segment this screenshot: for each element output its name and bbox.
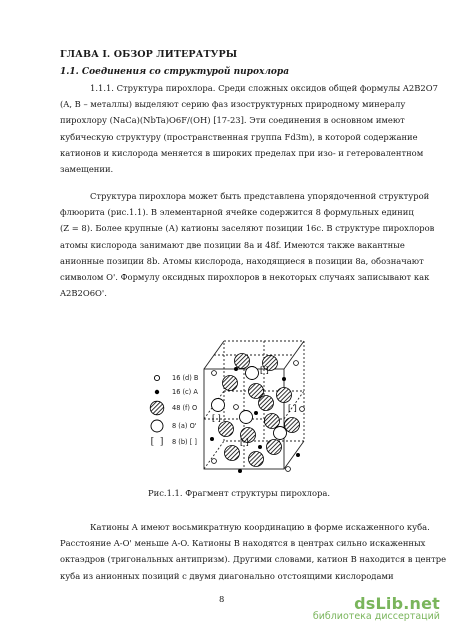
paragraph-2 [60,188,435,301]
svg-text:[ ]: [ ] [260,366,269,375]
brackets-icon: [ ] [150,437,164,447]
paragraph-2-line: Структура пирохлора может быть представлена упорядоченной структурой [90,191,430,201]
legend-item [148,385,198,399]
open-small-circle-icon [148,373,166,383]
paragraph-3 [60,519,447,584]
paragraph-3-line: Расстояние A-O' меньше A-O. Катионы B находятся в центрах сильно искаженных [60,538,426,549]
paragraph-1-line: (A, B – металлы) выделяют серию фаз изоструктурных природному минералу [60,99,406,110]
watermark[interactable] [313,594,440,622]
paragraph-2-line: (Z = 8). Более крупные (А) катионы заселяют позиции 16c. В структуре пирохлоров [60,223,435,234]
chapter-heading: ГЛАВА I. ОБЗОР ЛИТЕРАТУРЫ [60,49,238,60]
figure-legend [148,371,198,449]
paragraph-2-line: атомы кислорода занимают две позиции 8a и 48f. Имеются также вакантные [60,239,405,250]
large-open-circle-icon [148,418,166,434]
paragraph-1-line: катионов и кислорода меняется в широких пределах при изо- и гетеровалентном [60,147,424,158]
filled-small-circle-icon [148,387,166,397]
section-heading: 1.1. Соединения со структурой пирохлора [60,67,290,77]
figure-caption: Рис.1.1. Фрагмент структуры пирохлора. [148,488,331,498]
paragraph-1-line: кубическую структуру (пространственная группа Fd3m), в которой содержание [60,131,418,142]
paragraph-1-line: замещении. [60,164,114,175]
legend-label: 48 (f) O [172,404,198,412]
paragraph-1 [60,80,438,177]
watermark-subtitle: библиотека диссертаций [312,611,440,622]
paragraph-2-line: флюорита (рис.1.1). В элементарной ячейке содержится 8 формульных единиц [60,207,414,218]
paragraph-3-line: октаэдров (тригональных антипризм). Другими словами, катион B находится в центре [60,554,447,565]
hatched-circle-icon [148,400,166,416]
paragraph-2-line: анионные позиции 8b. Атомы кислорода, находящиеся в позиции 8a, обозначают [60,255,424,266]
legend-item [148,417,198,435]
legend-label: 8 (b) [ ] [172,438,197,446]
legend-item [148,399,198,417]
paragraph-1-line: пирохлору (NaCa)(NbTa)O6F/(OH) [17-23]. Эти соединения в основном имеют [60,115,405,126]
paragraph-2-line: символом O'. Формулу оксидных пирохлоров в некоторых случаях записывают как [60,272,430,283]
legend-label: 8 (a) O' [172,422,197,430]
svg-text:[ ]: [ ] [212,414,221,423]
watermark-logo[interactable]: dsLib.net [354,594,440,613]
paragraph-1-line: 1.1.1. Структура пирохлора. Среди сложных оксидов общей формулы A2B2O7 [90,83,438,93]
legend-label: 16 (c) A [172,388,198,396]
page-number: 8 [219,594,225,604]
paragraph-2-line: A2B2O6O'. [60,288,107,299]
svg-text:[ ]: [ ] [240,438,249,447]
legend-label: 16 (d) B [172,374,199,382]
paragraph-3-line: куба из анионных позиций с двумя диагонально отстоящими кислородами [60,570,394,581]
svg-text:[ ]: [ ] [288,404,297,413]
legend-item [148,371,198,385]
legend-item [148,435,198,449]
paragraph-3-line: Катионы А имеют восьмикратную координацию в форме искаженного куба. [90,522,430,532]
